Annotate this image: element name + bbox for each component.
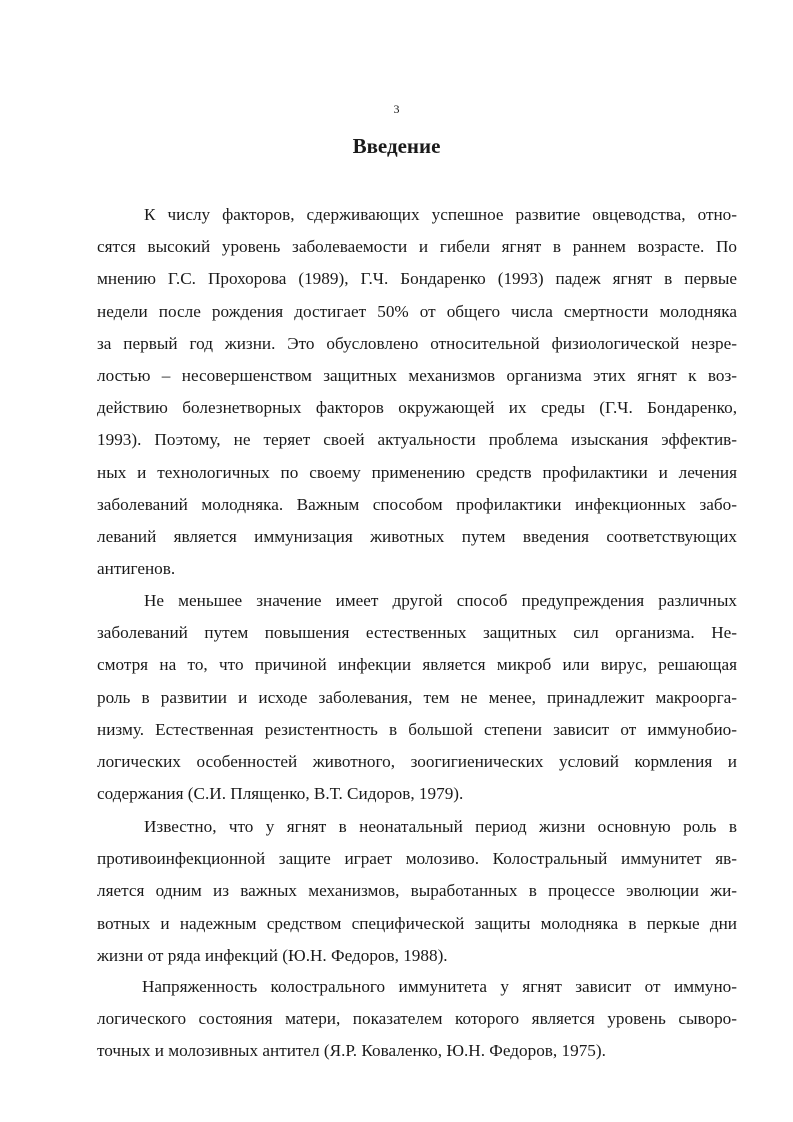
- paragraph-4: [97, 971, 737, 1068]
- text-line: 1993). Поэтому, не теряет своей актуальности проблема изыскания эффектив-: [97, 430, 737, 450]
- text-line: ных и технологичных по своему применению средств профилактики и лечения: [97, 462, 737, 482]
- text-line: действию болезнетворных факторов окружающей их среды (Г.Ч. Бондаренко,: [97, 398, 737, 418]
- text-line: противоинфекционной защите играет молозиво. Колостральный иммунитет яв-: [97, 849, 737, 869]
- text-line: смотря на то, что причиной инфекции является микроб или вирус, решающая: [97, 655, 737, 675]
- text-line: заболеваний путем повышения естественных защитных сил организма. Не-: [97, 623, 737, 643]
- text-line: К числу факторов, сдерживающих успешное развитие овцеводства, отно-: [144, 205, 737, 224]
- page-title: Введение: [352, 134, 441, 158]
- text-line: антигенов.: [97, 559, 176, 579]
- text-line: содержания (С.И. Плященко, В.Т. Сидоров, 1979).: [97, 784, 464, 804]
- text-line: точных и молозивных антител (Я.Р. Коваленко, Ю.Н. Федоров, 1975).: [97, 1041, 606, 1061]
- text-line: леваний является иммунизация животных путем введения соответствующих: [97, 526, 737, 546]
- text-line: Напряженность колострального иммунитета у ягнят зависит от иммуно-: [142, 977, 737, 996]
- paragraph-1: [97, 199, 737, 585]
- paragraph-2: [97, 585, 737, 810]
- page-number: 3: [393, 102, 400, 116]
- paragraph-3: [97, 811, 737, 972]
- text-line: Не меньшее значение имеет другой способ предупреждения различных: [144, 591, 737, 610]
- text-line: роль в развитии и исходе заболевания, тем не менее, принадлежит макроорга-: [97, 687, 737, 707]
- text-line: сятся высокий уровень заболеваемости и гибели ягнят в раннем возрасте. По: [97, 237, 737, 257]
- text-line: логического состояния матери, показателем которого является уровень сыворо-: [97, 1009, 737, 1029]
- text-line: за первый год жизни. Это обусловлено относительной физиологической незре-: [97, 333, 737, 353]
- text-line: вотных и надежным средством специфической защиты молодняка в перкые дни: [97, 913, 737, 933]
- text-line: Известно, что у ягнят в неонатальный период жизни основную роль в: [144, 817, 737, 836]
- text-line: заболеваний молодняка. Важным способом профилактики инфекционных забо-: [97, 494, 737, 514]
- text-line: ляется одним из важных механизмов, выработанных в процессе эволюции жи-: [97, 881, 737, 901]
- text-line: лостью – несовершенством защитных механизмов организма этих ягнят к воз-: [97, 365, 737, 385]
- text-line: логических особенностей животного, зоогигиенических условий кормления и: [97, 751, 737, 771]
- text-line: недели после рождения достигает 50% от общего числа смертности молодняка: [97, 301, 737, 321]
- text-line: низму. Естественная резистентность в большой степени зависит от иммунобио-: [97, 719, 737, 739]
- text-line: жизни от ряда инфекций (Ю.Н. Федоров, 1988).: [97, 945, 448, 965]
- text-line: мнению Г.С. Прохорова (1989), Г.Ч. Бондаренко (1993) падеж ягнят в первые: [97, 269, 737, 289]
